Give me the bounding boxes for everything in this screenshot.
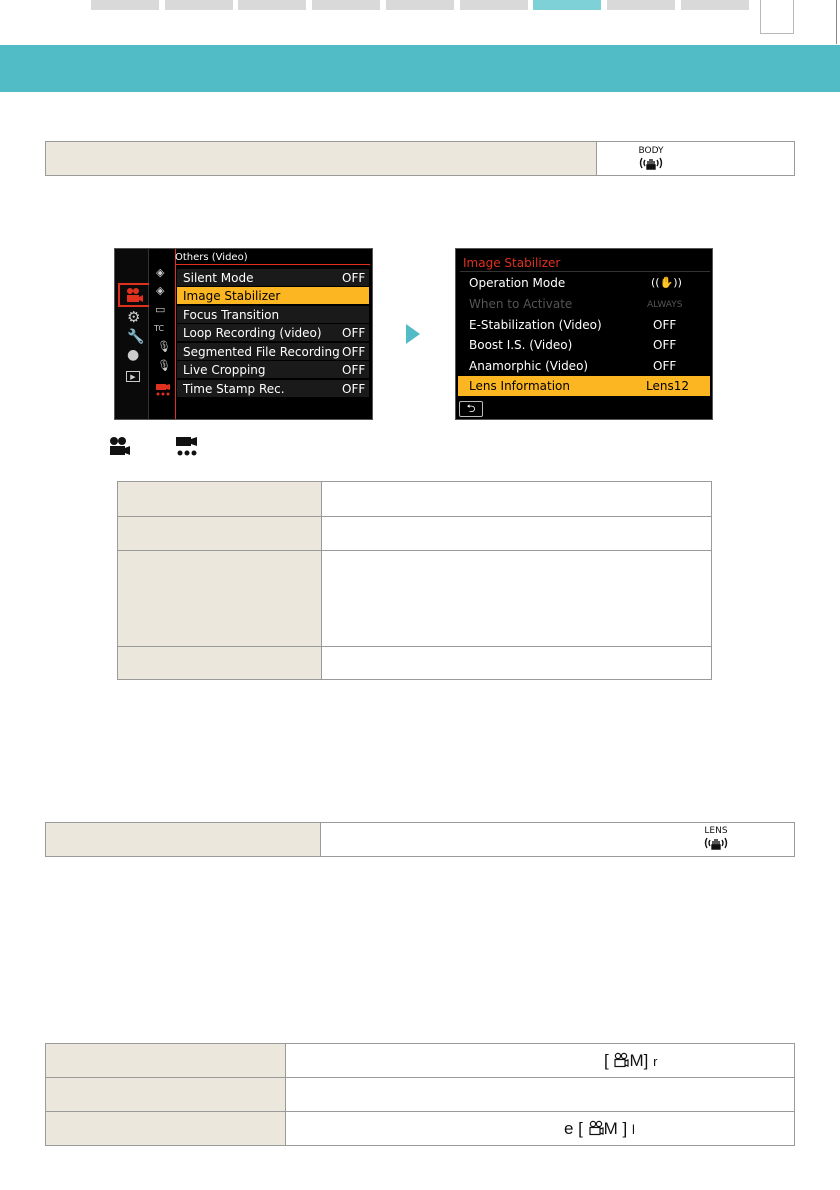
menu-item-value: OFF xyxy=(342,363,366,377)
table-row-divider xyxy=(118,516,711,517)
trailing-fragment: r xyxy=(653,1054,658,1069)
mode-m-label: M] xyxy=(629,1051,649,1070)
submenu-item-label: E-Stabilization (Video) xyxy=(469,318,602,332)
nav-tab-4[interactable] xyxy=(312,0,380,10)
nav-tab-7-active[interactable] xyxy=(533,0,601,10)
submenu-item-lens-information[interactable] xyxy=(458,376,710,396)
playback-icon[interactable]: ▶ xyxy=(126,371,140,382)
lens-badge xyxy=(696,826,736,854)
bracket-open: [ xyxy=(604,1051,609,1070)
nav-tab-2[interactable] xyxy=(165,0,233,10)
bottom-table xyxy=(45,1043,795,1146)
submenu-item-value: ((✋)) xyxy=(651,276,682,289)
submenu-item-label: Operation Mode xyxy=(469,276,566,290)
body-info-bar xyxy=(45,141,795,176)
mic-icon-2[interactable]: 🎙 xyxy=(157,359,171,372)
menu-item-time-stamp[interactable] xyxy=(177,380,369,397)
submenu-item-label: Anamorphic (Video) xyxy=(469,359,589,373)
body-info-label-cell xyxy=(46,142,596,175)
mic-icon-1[interactable]: 🎙 xyxy=(157,340,171,353)
film-strip-icon[interactable]: ▭ xyxy=(155,303,166,316)
submenu-item-when-to-activate xyxy=(458,294,710,314)
gear-icon[interactable]: ⚙ xyxy=(127,308,141,326)
menu-item-image-stabilizer[interactable] xyxy=(177,287,369,304)
trailing-fragment: l xyxy=(631,1122,635,1137)
subpage-1-icon[interactable]: ◈ xyxy=(156,266,165,279)
menu-item-live-cropping[interactable] xyxy=(177,361,369,378)
back-button[interactable]: ⮌ xyxy=(459,401,483,417)
menu-item-label: Image Stabilizer xyxy=(183,289,281,303)
others-video-icon-small xyxy=(175,436,201,458)
video-camera-icon-small xyxy=(107,436,131,456)
menu-item-loop-recording[interactable] xyxy=(177,324,369,341)
page-edge-line xyxy=(836,0,837,44)
submenu-item-value: ALWAYS xyxy=(647,300,683,310)
submenu-item-label: Lens Information xyxy=(469,379,570,393)
page-number-box xyxy=(760,0,794,34)
lens-info-bar xyxy=(45,822,795,857)
video-camera-icon[interactable] xyxy=(125,287,143,303)
menu-item-segmented-file[interactable] xyxy=(177,343,369,360)
menu-item-silent-mode[interactable] xyxy=(177,269,369,286)
submenu-item-label: Boost I.S. (Video) xyxy=(469,338,573,352)
mode-mark-row3 xyxy=(564,1119,635,1139)
submenu-item-value: OFF xyxy=(653,338,677,352)
nav-tab-8[interactable] xyxy=(607,0,675,10)
menu-item-value: OFF xyxy=(342,326,366,340)
submenu-title-underline xyxy=(460,271,710,272)
movie-camera-icon xyxy=(588,1120,604,1136)
body-badge-text: BODY xyxy=(638,146,664,156)
body-info-divider xyxy=(596,142,597,175)
bottom-table-row-divider xyxy=(46,1111,794,1112)
nav-tab-3[interactable] xyxy=(238,0,306,10)
menu-item-label: Silent Mode xyxy=(183,271,254,285)
submenu-item-value: Lens12 xyxy=(646,379,689,393)
menu-item-focus-transition[interactable] xyxy=(177,306,369,323)
nav-tab-5[interactable] xyxy=(386,0,454,10)
lens-info-label-cell xyxy=(46,823,320,856)
bottom-table-label-column xyxy=(46,1044,285,1145)
table-label-column xyxy=(118,482,321,679)
wrench-icon[interactable]: 🔧 xyxy=(127,329,145,345)
submenu-item-label: When to Activate xyxy=(469,297,573,311)
nav-tab-1[interactable] xyxy=(91,0,159,10)
menu-item-label: Time Stamp Rec. xyxy=(183,382,285,396)
title-band xyxy=(0,45,840,92)
submenu-item-e-stabilization[interactable] xyxy=(458,315,710,335)
stabilizer-hand-icon xyxy=(701,836,731,850)
bottom-table-divider xyxy=(285,1044,286,1145)
lens-info-divider xyxy=(320,823,321,856)
settings-table xyxy=(117,481,712,680)
body-badge xyxy=(631,146,671,174)
header-underline xyxy=(175,264,370,265)
subpage-2-icon[interactable]: ◈ xyxy=(156,284,165,297)
others-video-icon[interactable] xyxy=(155,383,171,397)
nav-tab-9[interactable] xyxy=(681,0,749,10)
submenu-item-anamorphic[interactable] xyxy=(458,356,710,376)
menu-header: Others (Video) xyxy=(175,252,248,263)
menu-item-value: OFF xyxy=(342,271,366,285)
menu-item-label: Focus Transition xyxy=(183,308,280,322)
movie-camera-icon xyxy=(613,1052,629,1068)
bracket-open: e [ xyxy=(564,1119,583,1138)
table-row-divider xyxy=(118,550,711,551)
menu-item-label: Loop Recording (video) xyxy=(183,326,322,340)
submenu-item-operation-mode[interactable] xyxy=(458,273,710,293)
mode-m-label: M ] xyxy=(603,1119,628,1138)
submenu-item-boost-is[interactable] xyxy=(458,335,710,355)
lens-badge-text: LENS xyxy=(704,826,728,836)
menu-item-value: OFF xyxy=(342,382,366,396)
table-row-divider xyxy=(118,646,711,647)
submenu-item-value: OFF xyxy=(653,359,677,373)
nav-tab-6[interactable] xyxy=(460,0,528,10)
menu-item-label: Live Cropping xyxy=(183,363,266,377)
menu-item-value: OFF xyxy=(342,345,366,359)
submenu-item-value: OFF xyxy=(653,318,677,332)
person-icon[interactable]: ● xyxy=(127,347,140,363)
mode-mark-row1 xyxy=(604,1051,657,1071)
tc-icon[interactable]: TC xyxy=(154,324,165,333)
next-arrow-icon xyxy=(406,324,420,344)
submenu-title: Image Stabilizer xyxy=(463,256,561,270)
table-column-divider xyxy=(321,482,322,679)
bottom-table-row-divider xyxy=(46,1077,794,1078)
menu-item-label: Segmented File Recording xyxy=(183,345,340,359)
stabilizer-hand-icon xyxy=(636,156,666,170)
